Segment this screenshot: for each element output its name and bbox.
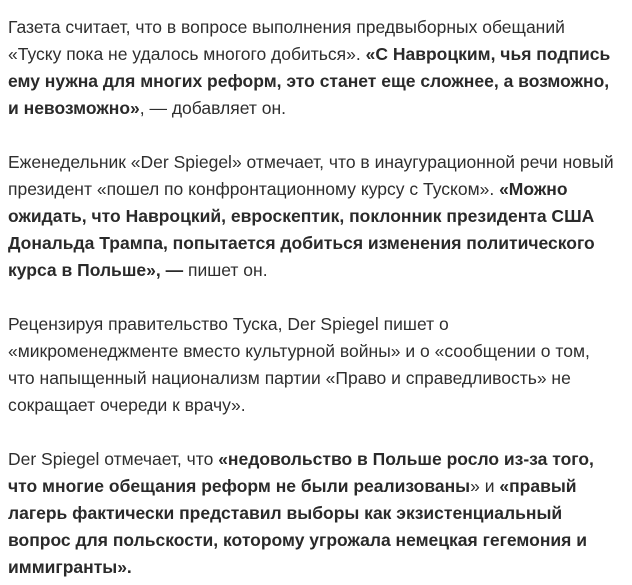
paragraph-2-quote: «Можно ожидать, что Навроцкий, евроскептик, поклонник президента США Дональда Трампа, попытается добиться изменения политического курса в Польше», — bbox=[8, 179, 595, 280]
paragraph-3 bbox=[8, 311, 618, 419]
paragraph-1-text: Газета считает, что в вопросе выполнения предвыборных обещаний «Туску пока не удалось многого добиться». bbox=[8, 17, 565, 64]
paragraph-1-tail: , — добавляет он. bbox=[139, 98, 287, 118]
paragraph-4-quote-1: «недовольство в Польше росло из-за того, что многие обещания реформ не были реализованы bbox=[8, 449, 594, 496]
paragraph-4 bbox=[8, 446, 618, 581]
paragraph-4-connector: » и bbox=[470, 476, 500, 496]
paragraph-2-text: Еженедельник «Der Spiegel» отмечает, что в инаугурационной речи новый президент «пошел по конфронтационному курсу с Туском». bbox=[8, 152, 614, 199]
paragraph-2 bbox=[8, 149, 618, 284]
paragraph-3-text: Рецензируя правительство Туска, Der Spiegel пишет о «микроменеджменте вместо культурной войны» и о «сообщении о том, что напыщенный национализм партии «Право и справедливость» не сокращает очереди к врачу». bbox=[8, 314, 590, 415]
paragraph-4-quote-2: «правый лагерь фактически представил выборы как экзистенциальный вопрос для польскости, которому угрожала немецкая гегемония и иммигранты». bbox=[8, 476, 587, 577]
paragraph-1-quote: «С Навроцким, чья подпись ему нужна для многих реформ, это станет еще сложнее, а возможно, и невозможно» bbox=[8, 44, 611, 118]
paragraph-4-text: Der Spiegel отмечает, что bbox=[8, 449, 219, 469]
paragraph-1 bbox=[8, 14, 618, 122]
paragraph-2-tail: пишет он. bbox=[183, 260, 268, 280]
